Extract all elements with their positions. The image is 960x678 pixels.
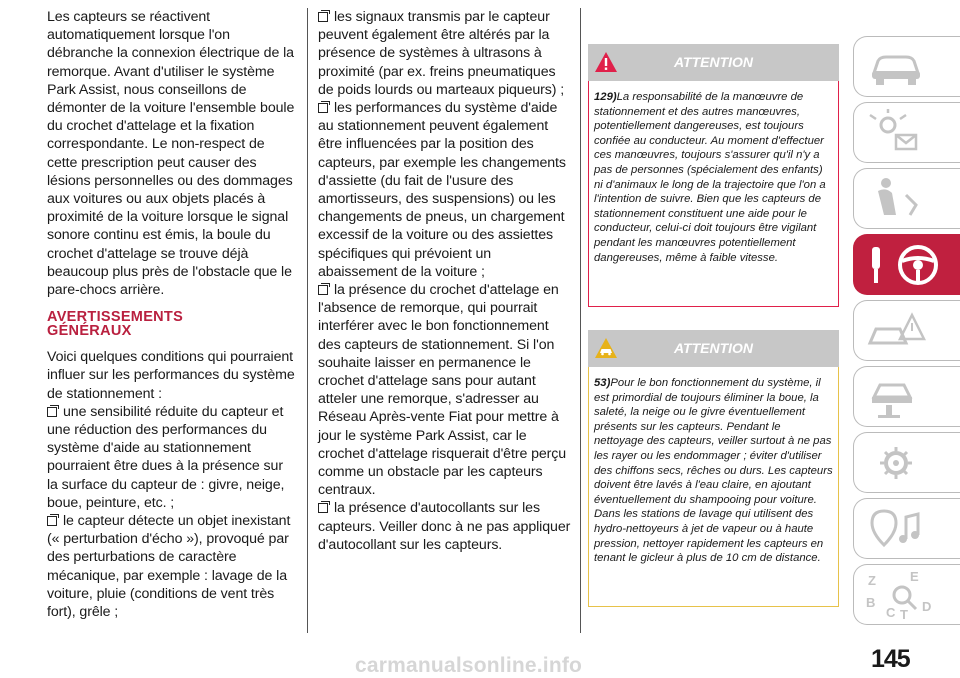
car-damage-warning-icon	[594, 336, 618, 360]
warning-box-caution	[588, 330, 839, 607]
steering-wheel-key-icon	[866, 241, 946, 289]
bullet-text: les signaux transmis par le capteur peuvent également être altérés par la présence de systèmes à ultrasons à proximité (par ex. freins pneumatiques de poids lourds ou marteaux piqueurs) ;	[318, 9, 565, 98]
bullet-item	[318, 99, 571, 281]
bullet-item	[318, 281, 571, 499]
tab-starting-driving[interactable]	[853, 234, 960, 295]
bullet-text: la présence du crochet d'attelage en l'absence de remorque, qui pourrait interférer avec le bon fonctionnement des capteurs de stationnement. Si l'on souhaite laisser en permanence le crochet d'attelage sans pour autant atteler une remorque, s'adresser au Réseau Après-vente Fiat pour mettre à jour le système Park Assist, car le crochet d'attelage risquerait d'être perçu comme un obstacle par les capteurs centraux.	[318, 282, 567, 499]
bullet-text: la présence d'autocollants sur les capteurs. Veiller donc à ne pas appliquer d'autocollant sur les capteurs.	[318, 500, 571, 553]
bullet-item	[47, 403, 297, 512]
tab-instruments[interactable]	[853, 102, 960, 163]
music-location-icon	[866, 505, 926, 553]
column-divider	[580, 8, 581, 633]
wrench-gear-icon	[866, 439, 926, 487]
danger-warning-icon	[594, 50, 618, 74]
tab-maintenance[interactable]	[853, 366, 960, 427]
tab-emergency[interactable]	[853, 300, 960, 361]
car-breakdown-icon	[866, 307, 926, 355]
checkbox-bullet-icon	[318, 103, 328, 113]
index-letter: T	[900, 607, 908, 621]
index-letter: C	[886, 605, 896, 620]
section-heading	[47, 310, 297, 338]
column-divider	[307, 8, 308, 633]
seatbelt-icon	[866, 175, 926, 223]
index-letter: B	[866, 595, 876, 610]
intro-paragraph: Les capteurs se réactivent automatiquement lorsque l'on débranche la connexion électrique de la remorque. Avant d'utiliser le système Park Assist, nous conseillons de démonter de la voiture l'ensemble boule du crochet d'attelage et la fixation correspondante. Le non-respect de cette prescription peut causer des lésions personnelles ou des dommages aux voitures ou aux objets placés à proximité de la voiture lorsque le signal sonore continu est émis, la boule du crochet d'attelage se trouve déjà beaucoup plus près de l'obstacle que le pare-chocs arrière.	[47, 9, 295, 299]
checkbox-bullet-icon	[318, 12, 328, 22]
warning-title: ATTENTION	[673, 340, 754, 356]
warning-body	[588, 81, 839, 307]
alphabet-index-icon	[866, 571, 936, 621]
bullet-item	[318, 499, 571, 554]
car-lift-icon	[866, 373, 926, 421]
index-letter: D	[922, 599, 932, 614]
car-icon	[866, 43, 926, 89]
warning-text: Pour le bon fonctionnement du système, il est primordial de toujours éliminer la boue, la saleté, la neige ou le givre éventuellement présents sur les capteurs. Pendant le nettoyage des capteurs, veiller surtout à ne pas les rayer ou les endommager ; éviter d'utiliser des chiffons secs, rêches ou durs. Les capteurs doivent être lavés à l'eau claire, en ajoutant éventuellement du shampooing pour voiture. Dans les stations de lavage qui utilisent des hydro-nettoyeurs à jet de vapeur ou à haute pression, nettoyer rapidement les capteurs en tenant le gicleur à plus de 10 cm de distance.	[594, 377, 833, 565]
warning-body	[588, 367, 839, 607]
bullet-text: le capteur détecte un objet inexistant (« perturbation d'écho »), provoqué par des perturbations de caractère mécanique, par exemple : lavage de la voiture, pluie (conditions de vent très fort), grêle ;	[47, 513, 291, 621]
warning-header	[588, 44, 839, 81]
warning-ref-number: 129)	[594, 91, 617, 103]
warning-box-danger	[588, 44, 839, 307]
text-column-1	[47, 8, 297, 621]
general-paragraph: Voici quelques conditions qui pourraient influer sur les performances du système de stationnement :	[47, 349, 295, 402]
checkbox-bullet-icon	[318, 503, 328, 513]
tab-technical-data[interactable]	[853, 432, 960, 493]
tab-index[interactable]	[853, 564, 960, 625]
index-letter: E	[910, 571, 919, 584]
bullet-text: une sensibilité réduite du capteur et une réduction des performances du système d'aide au stationnement pourraient être dues à la présence sur la surface du capteur de : givre, neige, boue, peinture, etc. ;	[47, 403, 285, 511]
heading-line-2: GÉNÉRAUX	[47, 323, 132, 340]
warning-lights-icon	[866, 109, 926, 157]
bullet-text: les performances du système d'aide au stationnement peuvent également être influencées par la position des capteurs, par exemple les changements d'assiette (du fait de l'usure des amortisseurs, des suspensions) ou les changements de pneus, un chargement excessif de la voiture ou des assiettes spécifiques qui prévoient un abaissement de la voiture ;	[318, 100, 566, 280]
index-letter: Z	[868, 573, 876, 588]
heading-line-1: AVERTISSEMENTS	[47, 309, 184, 326]
tab-safety[interactable]	[853, 168, 960, 229]
text-column-2	[318, 8, 571, 554]
bullet-item	[47, 512, 297, 621]
warning-header	[588, 330, 839, 367]
tab-multimedia[interactable]	[853, 498, 960, 559]
checkbox-bullet-icon	[47, 516, 57, 526]
checkbox-bullet-icon	[47, 407, 57, 417]
warning-title: ATTENTION	[673, 54, 754, 70]
tab-vehicle[interactable]	[853, 36, 960, 97]
checkbox-bullet-icon	[318, 285, 328, 295]
page-number: 145	[871, 645, 910, 673]
warning-text: La responsabilité de la manœuvre de stationnement et des autres manœuvres, potentiellement dangereuses, est toujours confiée au conducteur. Au moment d'effectuer ces manœuvres, toujours s'assurer qu'il n'y a pas de personnes (spécialement des enfants) ni d'animaux le long de la trajectoire que l'on a l'intention de suivre. Bien que les capteurs de stationnement constituent une aide pour le conducteur, celui-ci doit toujours être vigilant pendant les manœuvres potentiellement dangereuses, même à faible vitesse.	[594, 91, 826, 264]
warning-ref-number: 53)	[594, 377, 611, 389]
bullet-item	[318, 8, 571, 99]
watermark: carmanualsonline.info	[355, 654, 583, 677]
